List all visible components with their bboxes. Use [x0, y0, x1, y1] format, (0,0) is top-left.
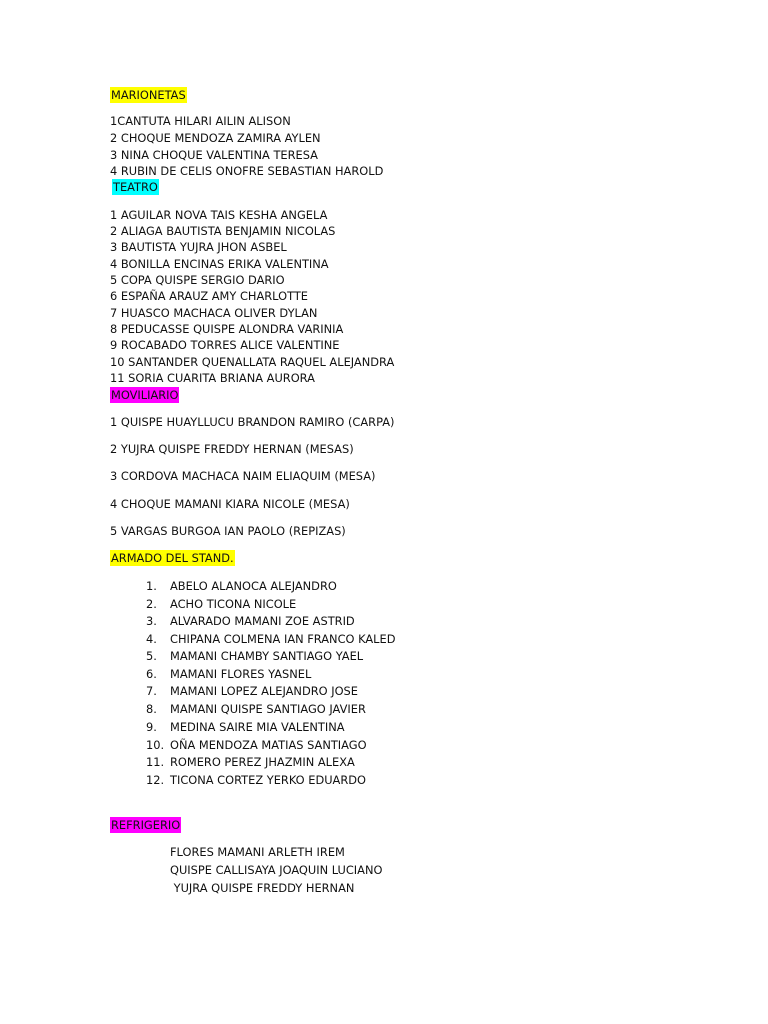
list-item: ALVARADO MAMANI ZOE ASTRID: [170, 614, 355, 628]
heading-moviliario: MOVILIARIO: [111, 388, 179, 402]
list-number: 2.: [146, 597, 157, 611]
heading-marionetas: MARIONETAS: [111, 88, 186, 102]
list-item: YUJRA QUISPE FREDDY HERNAN: [170, 881, 355, 895]
list-item: OÑA MENDOZA MATIAS SANTIAGO: [170, 738, 367, 752]
list-item: 3 NINA CHOQUE VALENTINA TERESA: [110, 148, 318, 162]
list-item: 8 PEDUCASSE QUISPE ALONDRA VARINIA: [110, 322, 344, 336]
list-item: 4 RUBIN DE CELIS ONOFRE SEBASTIAN HAROLD: [110, 164, 384, 178]
list-item: ROMERO PEREZ JHAZMIN ALEXA: [170, 755, 355, 769]
list-item: ABELO ALANOCA ALEJANDRO: [170, 579, 337, 593]
list-item: 1 QUISPE HUAYLLUCU BRANDON RAMIRO (CARPA): [110, 415, 395, 429]
list-item: MEDINA SAIRE MIA VALENTINA: [170, 720, 345, 734]
list-item: 2 CHOQUE MENDOZA ZAMIRA AYLEN: [110, 131, 321, 145]
list-item: MAMANI CHAMBY SANTIAGO YAEL: [170, 649, 364, 663]
list-item: 11 SORIA CUARITA BRIANA AURORA: [110, 371, 315, 385]
list-item: MAMANI LOPEZ ALEJANDRO JOSE: [170, 684, 358, 698]
list-item: 2 ALIAGA BAUTISTA BENJAMIN NICOLAS: [110, 224, 336, 238]
list-item: 10 SANTANDER QUENALLATA RAQUEL ALEJANDRA: [110, 355, 395, 369]
list-item: ACHO TICONA NICOLE: [170, 597, 297, 611]
list-item: 1 AGUILAR NOVA TAIS KESHA ANGELA: [110, 208, 328, 222]
heading-teatro: TEATRO: [113, 180, 158, 194]
list-item: 2 YUJRA QUISPE FREDDY HERNAN (MESAS): [110, 442, 354, 456]
list-number: 8.: [146, 702, 157, 716]
list-item: 4 CHOQUE MAMANI KIARA NICOLE (MESA): [110, 497, 350, 511]
list-item: MAMANI FLORES YASNEL: [170, 667, 312, 681]
list-number: 3.: [146, 614, 157, 628]
list-item: 3 BAUTISTA YUJRA JHON ASBEL: [110, 240, 287, 254]
list-item: QUISPE CALLISAYA JOAQUIN LUCIANO: [170, 863, 383, 877]
list-item: 9 ROCABADO TORRES ALICE VALENTINE: [110, 338, 340, 352]
list-item: TICONA CORTEZ YERKO EDUARDO: [170, 773, 367, 787]
list-item: 5 COPA QUISPE SERGIO DARIO: [110, 273, 285, 287]
list-number: 9.: [146, 720, 157, 734]
list-number: 11.: [146, 755, 165, 769]
list-item: 1CANTUTA HILARI AILIN ALISON: [110, 114, 291, 128]
list-number: 5.: [146, 649, 157, 663]
heading-armado-del-stand: ARMADO DEL STAND.: [111, 551, 234, 565]
list-number: 4.: [146, 632, 157, 646]
heading-refrigerio: REFRIGERIO: [111, 818, 181, 832]
list-item: MAMANI QUISPE SANTIAGO JAVIER: [170, 702, 366, 716]
list-item: FLORES MAMANI ARLETH IREM: [170, 845, 345, 859]
list-item: 5 VARGAS BURGOA IAN PAOLO (REPIZAS): [110, 524, 346, 538]
list-number: 10.: [146, 738, 165, 752]
list-number: 12.: [146, 773, 165, 787]
list-item: 4 BONILLA ENCINAS ERIKA VALENTINA: [110, 257, 329, 271]
list-item: 7 HUASCO MACHACA OLIVER DYLAN: [110, 306, 318, 320]
list-number: 6.: [146, 667, 157, 681]
list-item: CHIPANA COLMENA IAN FRANCO KALED: [170, 632, 396, 646]
list-item: 6 ESPAÑA ARAUZ AMY CHARLOTTE: [110, 289, 308, 303]
list-number: 1.: [146, 579, 157, 593]
list-item: 3 CORDOVA MACHACA NAIM ELIAQUIM (MESA): [110, 469, 376, 483]
list-number: 7.: [146, 684, 157, 698]
